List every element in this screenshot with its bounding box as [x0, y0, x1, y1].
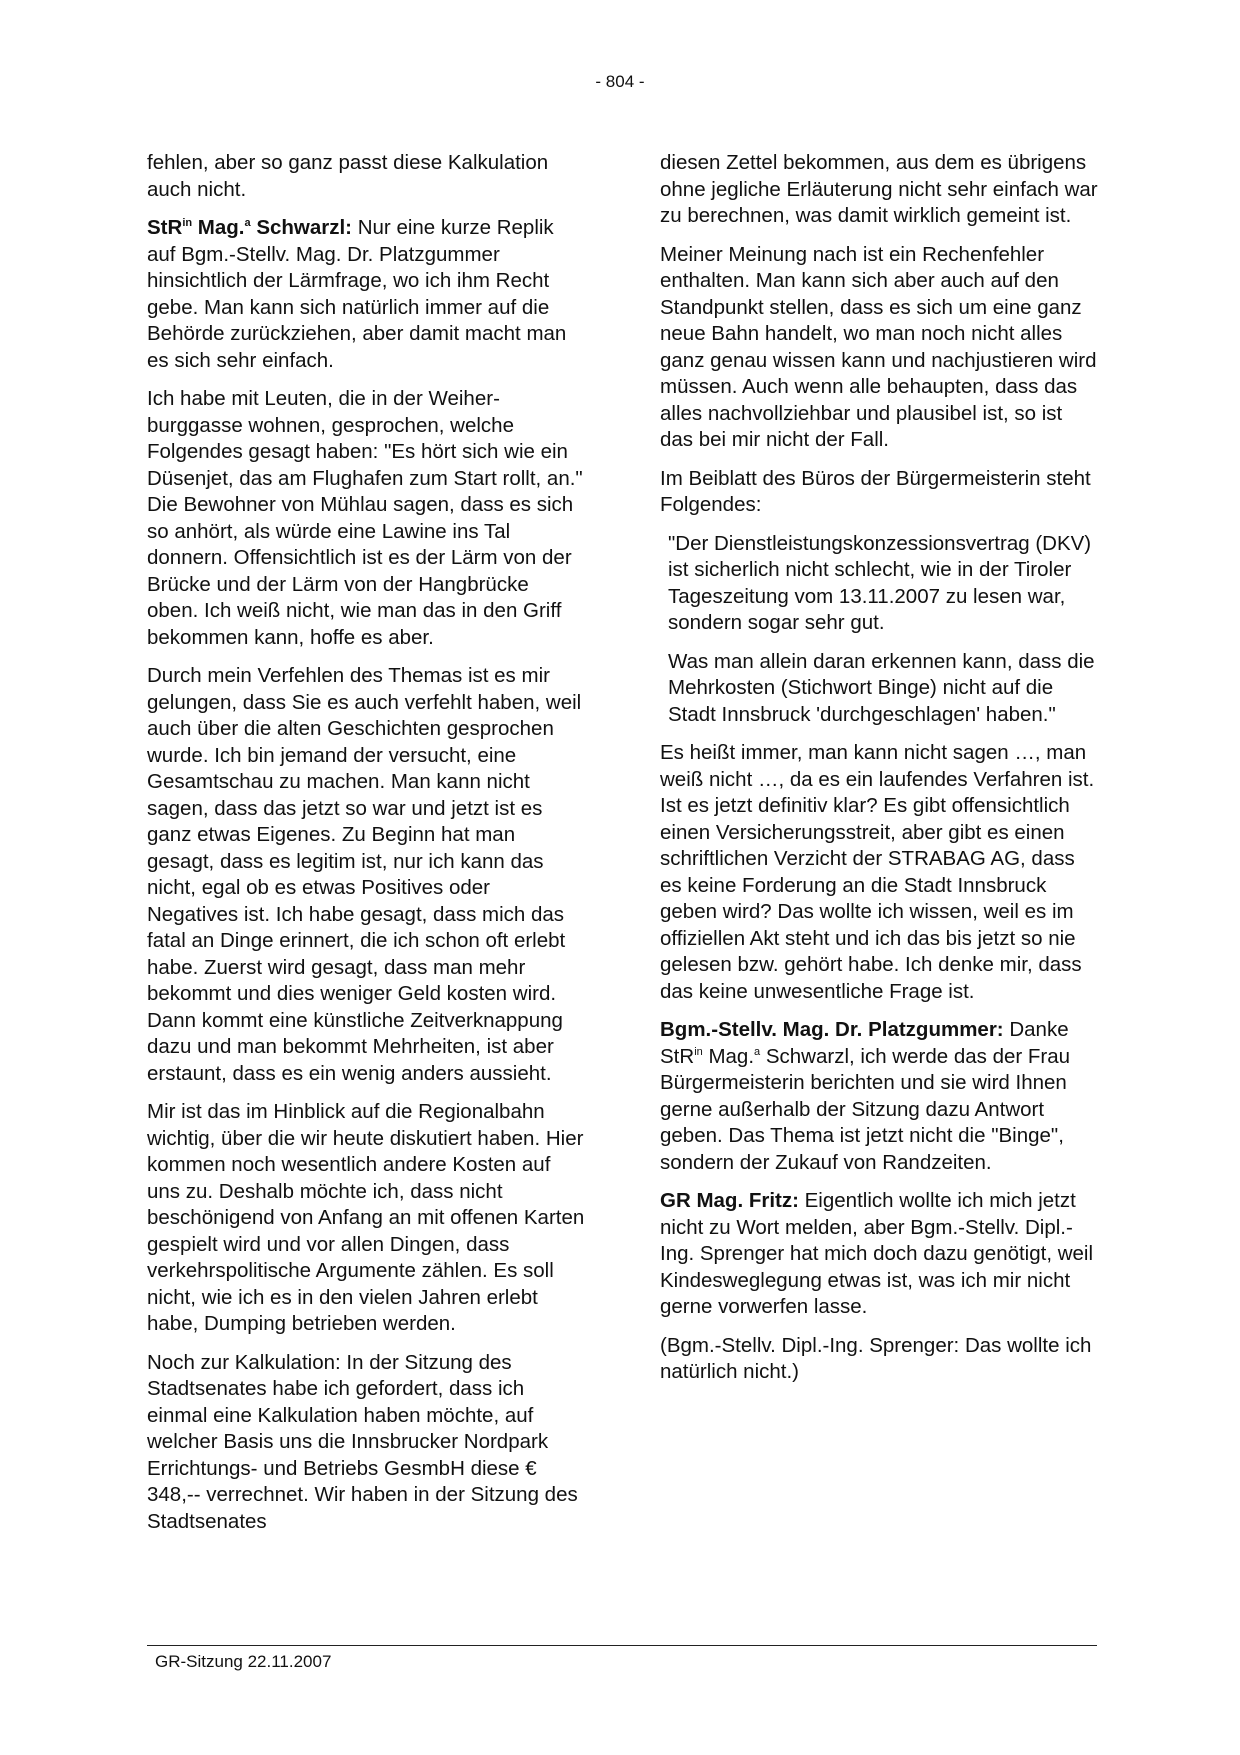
paragraph: Durch mein Verfehlen des Themas ist es mir gelungen, dass Sie es auch verfehlt haben, weil auch über die alten Geschichten gesprochen wurde. Ich bin jemand der versucht, eine Gesamtschau zu machen. Man kann nicht sagen, dass das jetzt so war und jetzt ist es ganz etwas Eigenes. Zu Beginn hat man gesagt, dass es legitim ist, nur ich kann das nicht, egal ob es etwas Positives oder Negatives ist. Ich habe gesagt, dass mich das fatal an Dinge erinnert, die ich schon oft erlebt habe. Zuerst wird gesagt, dass man mehr bekommt und dies weniger Geld kosten wird. Dann kommt eine künstliche Zeitverknappung dazu und man bekommt Mehrheiten, ist aber erstaunt, dass es ein wenig anders aussieht. [147, 664, 582, 1085]
speech-text: Mag. [702, 1044, 755, 1068]
speaker-name: GR Mag. Fritz: [660, 1189, 799, 1212]
speaker-name [147, 216, 352, 239]
paragraph: fehlen, aber so ganz passt diese Kalkulation auch nicht. [147, 151, 549, 201]
speech-text: Schwarzl, ich werde das der Frau Bürgermeisterin berichten und sie wird Ihnen gerne außerhalb der Sitzung dazu Antwort geben. Das Thema ist jetzt nicht die "Binge", sondern der Zukauf von Randzeiten. [660, 1044, 1071, 1174]
paragraph: Es heißt immer, man kann nicht sagen …, man weiß nicht …, da es ein laufendes Verfahren ist. Ist es jetzt definitiv klar? Es gibt offensichtlich einen Versicherungsstreit, aber gibt es einen schriftlichen Verzicht der STRABAG AG, dass es keine Forderung an die Stadt Innsbruck geben wird? Das wollte ich wissen, weil es im offiziellen Akt steht und ich das bis jetzt so nie gelesen bzw. gehört habe. Ich denke mir, dass das keine unwesentliche Frage ist. [660, 741, 1095, 1003]
speech-text: Eigentlich wollte ich mich jetzt nicht zu Wort melden, aber Bgm.-Stellv. Dipl.-Ing. Sprenger hat mich doch dazu genötigt, weil Kindesweglegung etwas ist, was ich mir nicht gerne vorwerfen lasse. [660, 1189, 1094, 1318]
speech-text: Danke StR [660, 1018, 1069, 1068]
paragraph: (Bgm.-Stellv. Dipl.-Ing. Sprenger: Das wollte ich natürlich nicht.) [660, 1333, 1092, 1383]
page-number: - 804 - [595, 72, 645, 91]
left-column [147, 150, 585, 1547]
superscript: a [244, 217, 251, 230]
speech-text: Nur eine kurze Replik auf Bgm.-Stellv. Mag. Dr. Platzgummer hinsichtlich der Lärmfrage, wo ich ihm Recht gebe. Man kann sich natürlich immer auf die Behörde zurückziehen, aber damit macht man es sich sehr einfach. [147, 216, 567, 372]
speaker-name-part: StR [147, 216, 183, 239]
paragraph: diesen Zettel bekommen, aus dem es übrigens ohne jegliche Erläuterung nicht sehr einfach war zu berechnen, was damit wirklich gemeint ist. [660, 151, 1098, 227]
paragraph: Mir ist das im Hinblick auf die Regionalbahn wichtig, über die wir heute diskutiert haben. Hier kommen noch wesentlich andere Kosten auf uns zu. Deshalb möchte ich, dass nicht beschönigend von Anfang an mit offenen Karten gespielt wird und vor allen Dingen, dass verkehrspolitische Argumente zählen. Es soll nicht, wie ich es in den vielen Jahren erlebt habe, Dumping betrieben werden. [147, 1100, 585, 1335]
superscript: a [754, 1045, 761, 1058]
speech-schwarzl [147, 215, 585, 374]
paragraph: Meiner Meinung nach ist ein Rechenfehler enthalten. Man kann sich aber auch auf den Standpunkt stellen, dass es sich um eine ganz neue Bahn handelt, wo man noch nicht alles ganz genau wissen kann und nachjustieren wird müssen. Auch wenn alle behaupten, dass das alles nachvollziehbar und plausibel ist, so ist das bei mir nicht der Fall. [660, 242, 1097, 451]
paragraph: Im Beiblatt des Büros der Bürgermeisterin steht Folgendes: [660, 466, 1091, 516]
footer-text: GR-Sitzung 22.11.2007 [155, 1652, 332, 1671]
speaker-name-part: Mag. [192, 216, 245, 239]
right-column [660, 150, 1098, 1398]
superscript: in [694, 1045, 703, 1058]
footer-divider [147, 1645, 1097, 1646]
speech-platzgummer [660, 1017, 1098, 1176]
speaker-name: Bgm.-Stellv. Mag. Dr. Platzgummer: [660, 1018, 1004, 1041]
superscript: in [182, 217, 193, 230]
quote-paragraph: "Der Dienstleistungskonzessionsvertrag (DKV) ist sicherlich nicht schlecht, wie in der Tiroler Tageszeitung vom 13.11.2007 zu lesen war, sondern sogar sehr gut. [668, 531, 1092, 634]
speaker-name-part: Schwarzl: [250, 216, 353, 239]
quote-paragraph: Was man allein daran erkennen kann, dass die Mehrkosten (Stichwort Binge) nicht auf die Stadt Innsbruck 'durchgeschlagen' haben." [668, 649, 1095, 726]
speech-fritz [660, 1188, 1098, 1321]
paragraph: Ich habe mit Leuten, die in der Weiherburggasse wohnen, gesprochen, welche Folgendes gesagt haben: "Es hört sich wie ein Düsenjet, das am Flughafen zum Start rollt, an." Die Bewohner von Mühlau sagen, dass es sich so anhört, als würde eine Lawine ins Tal donnern. Offensichtlich ist es der Lärm von der Brücke und der Lärm von der Hangbrücke oben. Ich weiß nicht, wie man das in den Griff bekommen kann, hoffe es aber. [147, 387, 583, 649]
paragraph: Noch zur Kalkulation: In der Sitzung des Stadtsenates habe ich gefordert, dass ich einmal eine Kalkulation haben möchte, auf welcher Basis uns die Innsbrucker Nordpark Errichtungs- und Betriebs GesmbH diese € 348,-- verrechnet. Wir haben in der Sitzung des Stadtsenates [147, 1350, 578, 1533]
